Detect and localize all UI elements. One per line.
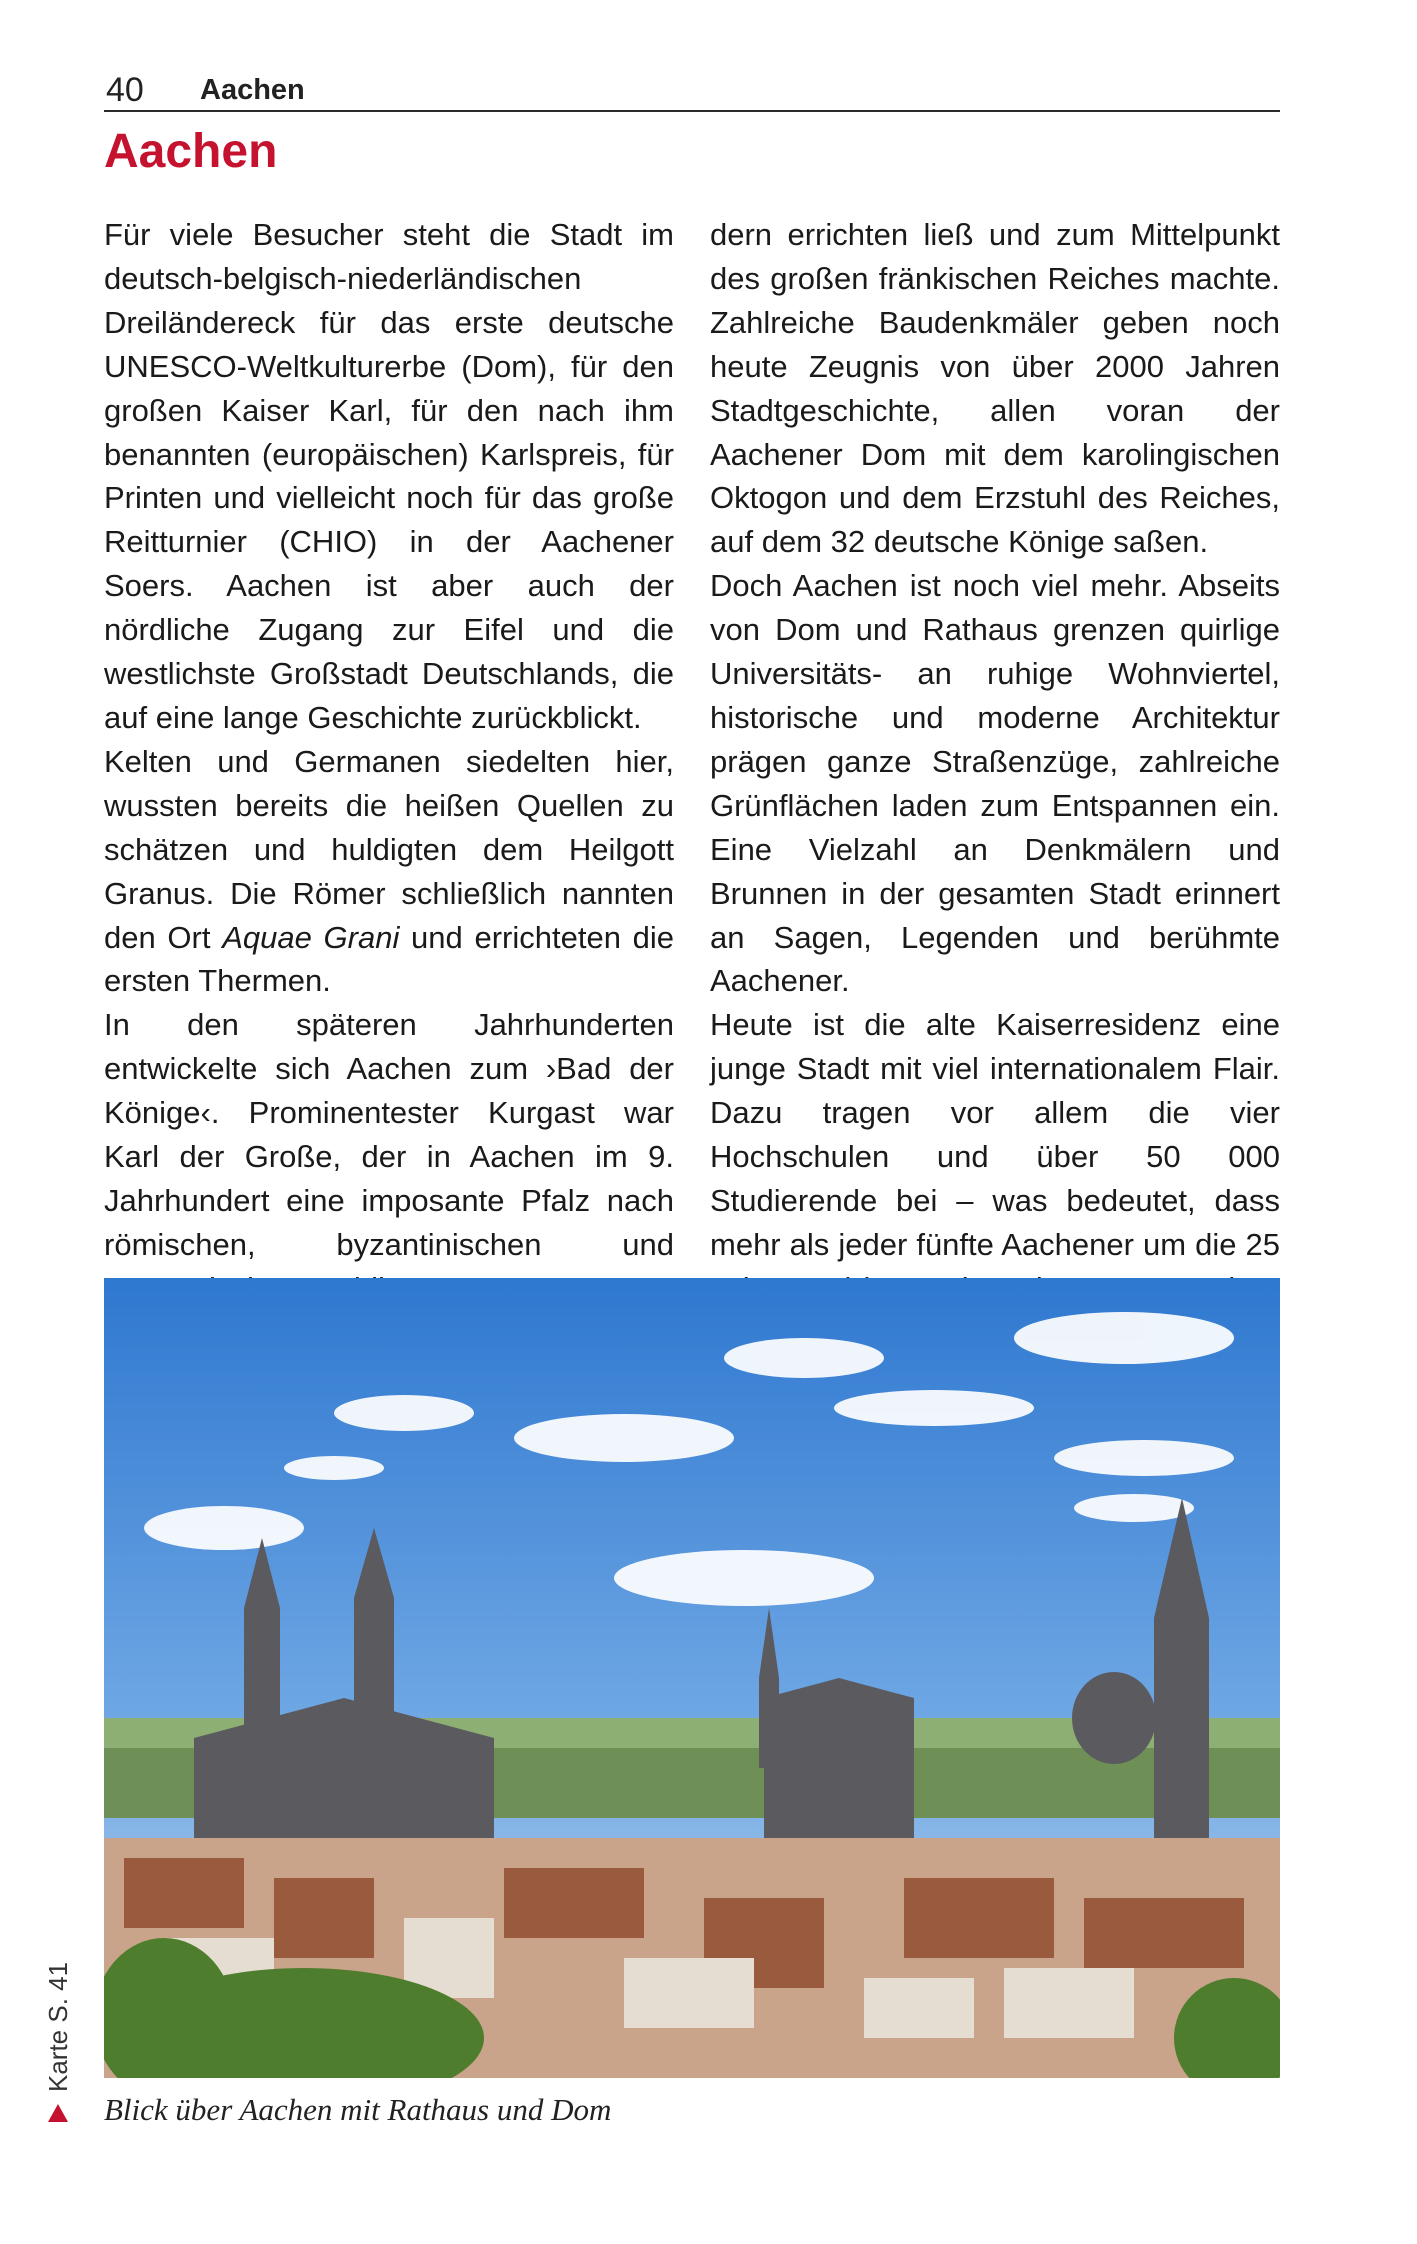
paragraph-city-life: Doch Aachen ist noch viel mehr. Abseits von Dom und Rathaus grenzen quirlige Universitäts- an ruhige Wohnviertel, historische und moderne Architektur prägen ganze Straßenzüge, zahlreiche Grünflächen laden zum Entspannen ein. Eine Vielzahl an Denkmälern und Brunnen in der gesamten Stadt erinnert an Sagen, Legenden und berühmte Aachener. [710, 568, 1280, 999]
paragraph-history-text: Kelten und Germanen siedelten hier, wussten bereits die heißen Quellen zu schätzen und huldigten dem Heilgott Granus. Die Römer schließlich nannten den Ort [104, 743, 674, 955]
paragraph-continuation: dern errichten ließ und zum Mittelpunkt des großen fränkischen Reiches machte. Zahlreiche Baudenkmäler geben noch heute Zeugnis von über 2000 Jahren Stadtgeschichte, allen voran der Aachener Dom mit dem karolingischen Oktogon und dem Erzstuhl des Reiches, auf dem 32 deutsche Könige saßen. [710, 217, 1280, 560]
photo-caption: Blick über Aachen mit Rathaus und Dom [104, 2092, 612, 2127]
text-column-right [710, 213, 1280, 1355]
text-column-left [104, 213, 674, 1311]
page-number: 40 [106, 71, 144, 109]
paragraph-students: Heute ist die alte Kaiserresidenz eine junge Stadt mit viel internationalem Flair. Dazu tragen vor allem die vier Hochschulen und über 50 000 Studierende bei – was bedeutet, dass mehr als jeder fünfte Aachener um die 25 [710, 1007, 1280, 1262]
triangle-arrow-icon [48, 2104, 68, 2122]
running-head: Aachen [200, 74, 305, 106]
city-skyline-photo [104, 1278, 1280, 2078]
paragraph-intro: Für viele Besucher steht die Stadt im deutsch-belgisch-niederländischen Dreiländereck für das erste deutsche UNESCO-Weltkulturerbe (Dom), für den großen Kaiser Karl, für den nach ihm benannten (europäischen) Karlspreis, für Printen und vielleicht noch für das große Reitturnier (CHIO) in der Aachener Soers. Aachen ist aber auch der nördliche Zugang zur Eifel und die westlichste Großstadt Deutschlands, die auf eine lange Geschichte zurückblickt. [104, 217, 674, 735]
map-reference-label: Karte S. 41 [43, 1961, 73, 2092]
paragraph-karl: In den späteren Jahrhunderten entwickelte sich Aachen zum ›Bad der Könige‹. Prominentester Kurgast war Karl der Große, der in Aachen im 9. Jahrhundert eine imposante Pfalz nach römischen, byzantinischen und [104, 1007, 674, 1262]
paragraph-history [104, 740, 674, 1003]
paragraph-history-tail: und errichteten die ersten Thermen. [104, 919, 675, 999]
page-title: Aachen [104, 125, 278, 178]
latin-place-name: Aquae Grani [222, 919, 400, 955]
map-reference[interactable] [38, 1882, 78, 2122]
page-header [104, 68, 1280, 112]
